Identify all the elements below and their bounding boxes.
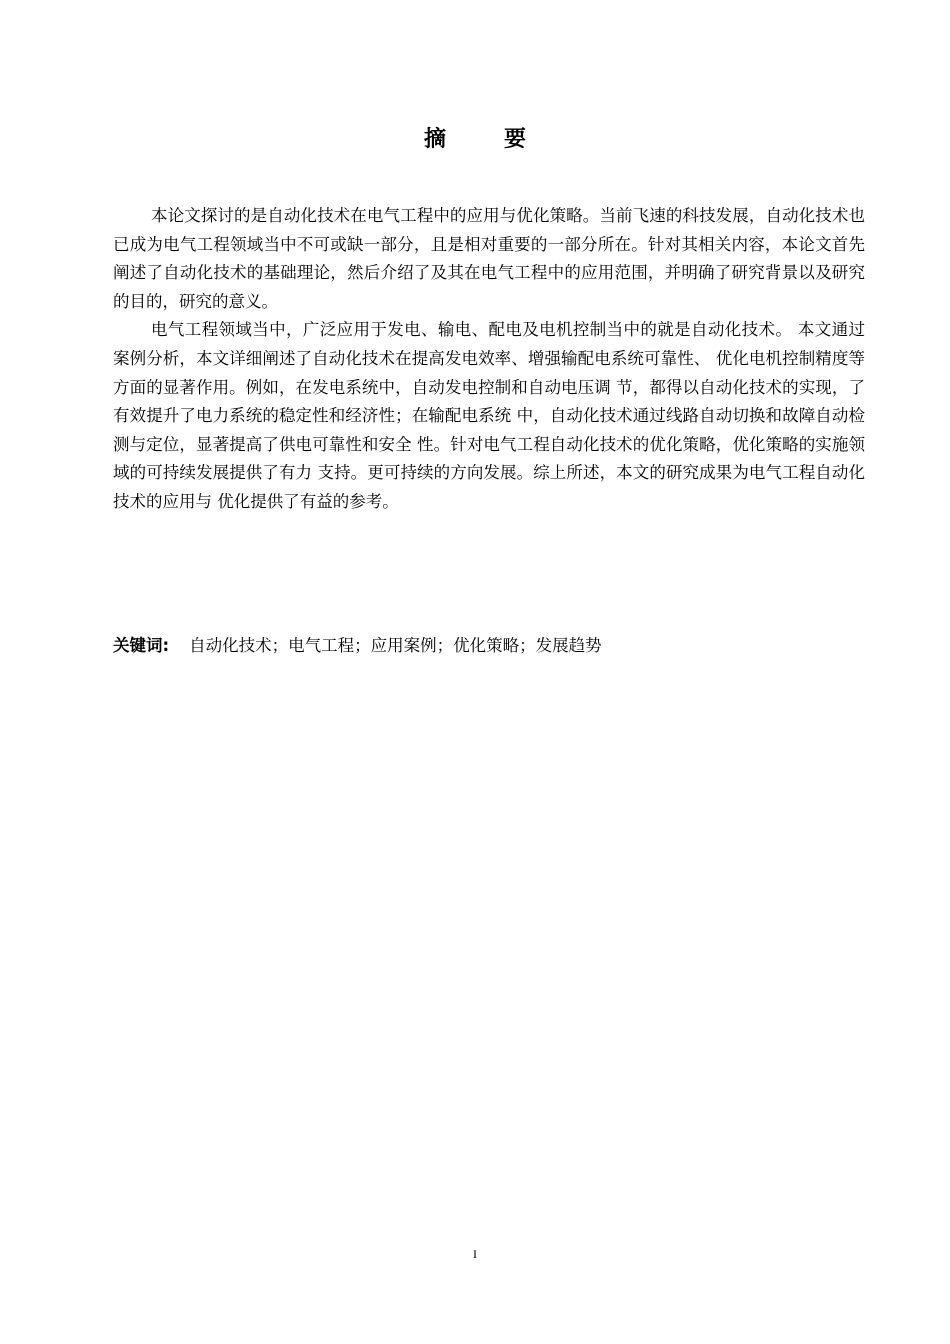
page-number: I: [473, 1247, 477, 1261]
abstract-body: [113, 202, 865, 517]
keywords-label: 关键词:: [113, 636, 170, 655]
abstract-paragraph-2: 电气工程领域当中，广泛应用于发电、输电、配电及电机控制当中的就是自动化技术。 本文通过案例分析，本文详细阐述了自动化技术在提高发电效率、增强输配电系统可靠性、 优化电机控制精度等方面的显著作用。例如，在发电系统中，自动发电控制和自动电压调 节，都得以自动化技术的实现，了有效提升了电力系统的稳定性和经济性；在输配电系统 中，自动化技术通过线路自动切换和故障自动检测与定位，显著提高了供电可靠性和安全 性。针对电气工程自动化技术的优化策略，优化策略的实施领域的可持续发展提供了有力 支持。更可持续的方向发展。综上所述，本文的研究成果为电气工程自动化技术的应用与 优化提供了有益的参考。: [113, 320, 865, 511]
abstract-title: 摘 要: [423, 127, 544, 152]
keywords-value: 自动化技术；电气工程；应用案例；优化策略；发展趋势: [189, 636, 602, 655]
keywords-line: [113, 632, 865, 660]
abstract-paragraph-1: 本论文探讨的是自动化技术在电气工程中的应用与优化策略。当前飞速的科技发展，自动化技术也已成为电气工程领域当中不可或缺一部分，且是相对重要的一部分所在。针对其相关内容，本论文首先阐述了自动化技术的基础理论，然后介绍了及其在电气工程中的应用范围，并明确了研究背景以及研究的目的，研究的意义。: [113, 206, 865, 311]
